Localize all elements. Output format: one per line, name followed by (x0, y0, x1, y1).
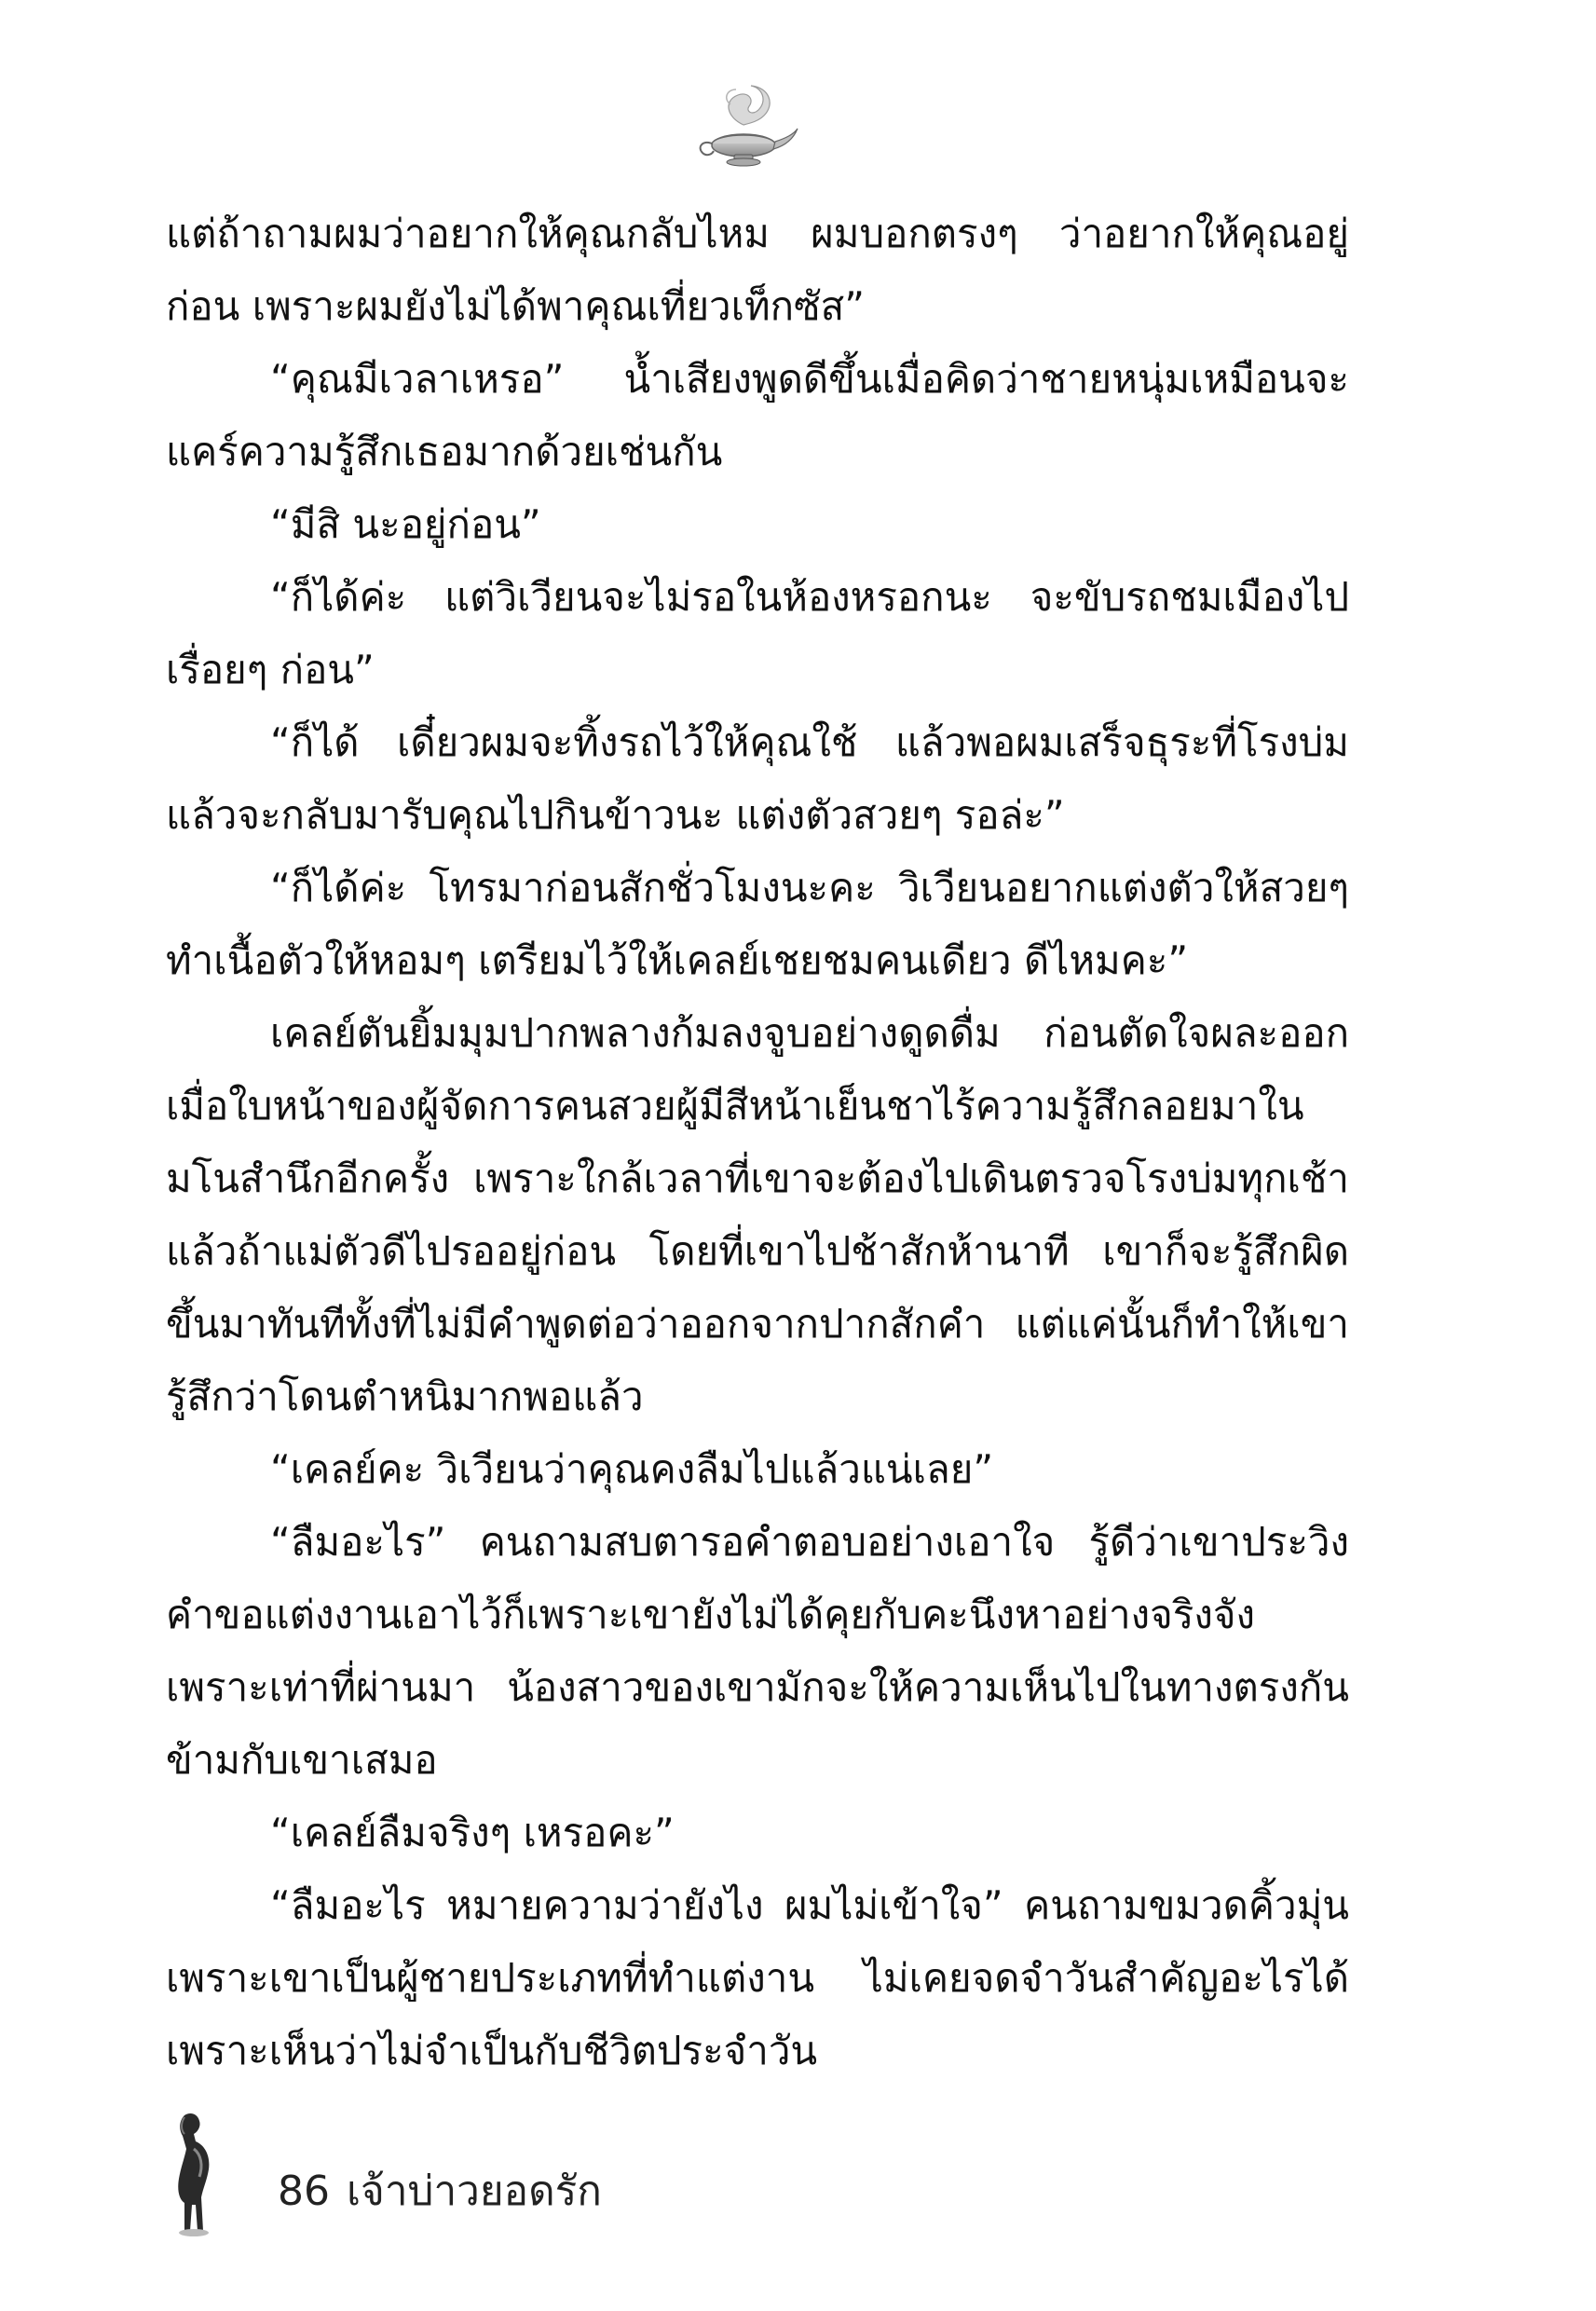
body-paragraph: “คุณมีเวลาเหรอ” น้ำเสียงพูดดีขึ้นเมื่อคิดว่าชายหนุ่มเหมือนจะแคร์ความรู้สึกเธอมากด้วยเช่นกัน (166, 356, 1349, 474)
body-paragraph: “ก็ได้ เดี๋ยวผมจะทิ้งรถไว้ให้คุณใช้ แล้วพอผมเสร็จธุระที่โรงบ่มแล้วจะกลับมารับคุณไปกินข้าวนะ แต่งตัวสวยๆ รอล่ะ” (166, 719, 1349, 838)
page-number: 86 (278, 2167, 330, 2215)
book-title: เจ้าบ่าวยอดรัก (347, 2167, 602, 2215)
footer-caption (278, 2166, 619, 2218)
body-paragraph: “เคลย์คะ วิเวียนว่าคุณคงลืมไปแล้วแน่เลย” (270, 1446, 994, 1492)
body-paragraph: “ลืมอะไร” คนถามสบตารอคำตอบอย่างเอาใจ รู้ดีว่าเขาประวิงคำขอแต่งงานเอาไว้ก็เพราะเขายังไม่ได้คุยกับคะนึงหาอย่างจริงจัง เพราะเท่าที่ผ่านมา น้องสาวของเขามักจะให้ความเห็นไปในทางตรงกันข้ามกับเขาเสมอ (166, 1519, 1349, 1783)
body-paragraph: “ก็ได้ค่ะ แต่วิเวียนจะไม่รอในห้องหรอกนะ จะขับรถชมเมืองไปเรื่อยๆ ก่อน” (166, 574, 1349, 692)
body-paragraph: “ก็ได้ค่ะ โทรมาก่อนสักชั่วโมงนะคะ วิเวียนอยากแต่งตัวให้สวยๆ ทำเนื้อตัวให้หอมๆ เตรียมไว้ให้เคลย์เชยชมคนเดียว ดีไหมคะ” (166, 865, 1349, 983)
body-paragraph: “ลืมอะไร หมายความว่ายังไง ผมไม่เข้าใจ” คนถามขมวดคิ้วมุ่นเพราะเขาเป็นผู้ชายประเภทที่ทำแต่งาน ไม่เคยจดจำวันสำคัญอะไรได้เพราะเห็นว่าไม่จำเป็นกับชีวิตประจำวัน (166, 1882, 1349, 2073)
body-paragraph: “เคลย์ลืมจริงๆ เหรอคะ” (270, 1810, 675, 1855)
body-paragraph: แต่ถ้าถามผมว่าอยากให้คุณกลับไหม ผมบอกตรงๆ ว่าอยากให้คุณอยู่ก่อน เพราะผมยังไม่ได้พาคุณเที่ยวเท็กซัส” (166, 211, 1349, 329)
body-paragraph: เคลย์ตันยิ้มมุมปากพลางก้มลงจูบอย่างดูดดื่ม ก่อนตัดใจผละออกเมื่อใบหน้าของผู้จัดการคนสวยผู้มีสีหน้าเย็นชาไร้ความรู้สึกลอยมาในมโนสำนึกอีกครั้ง เพราะใกล้เวลาที่เขาจะต้องไปเดินตรวจโรงบ่มทุกเช้าแล้วถ้าแม่ตัวดีไปรออยู่ก่อน โดยที่เขาไปช้าสักห้านาที เขาก็จะรู้สึกผิดขึ้นมาทันทีทั้งที่ไม่มีคำพูดต่อว่าออกจากปากสักคำ แต่แค่นั้นก็ทำให้เขารู้สึกว่าโดนตำหนิมากพอแล้ว (166, 1010, 1349, 1419)
lamp-ornament-icon (689, 82, 801, 168)
horse-figure-icon (157, 2108, 222, 2238)
page-footer (157, 2108, 809, 2238)
body-paragraph: “มีสิ นะอยู่ก่อน” (270, 501, 541, 547)
page-body (166, 198, 1349, 2145)
